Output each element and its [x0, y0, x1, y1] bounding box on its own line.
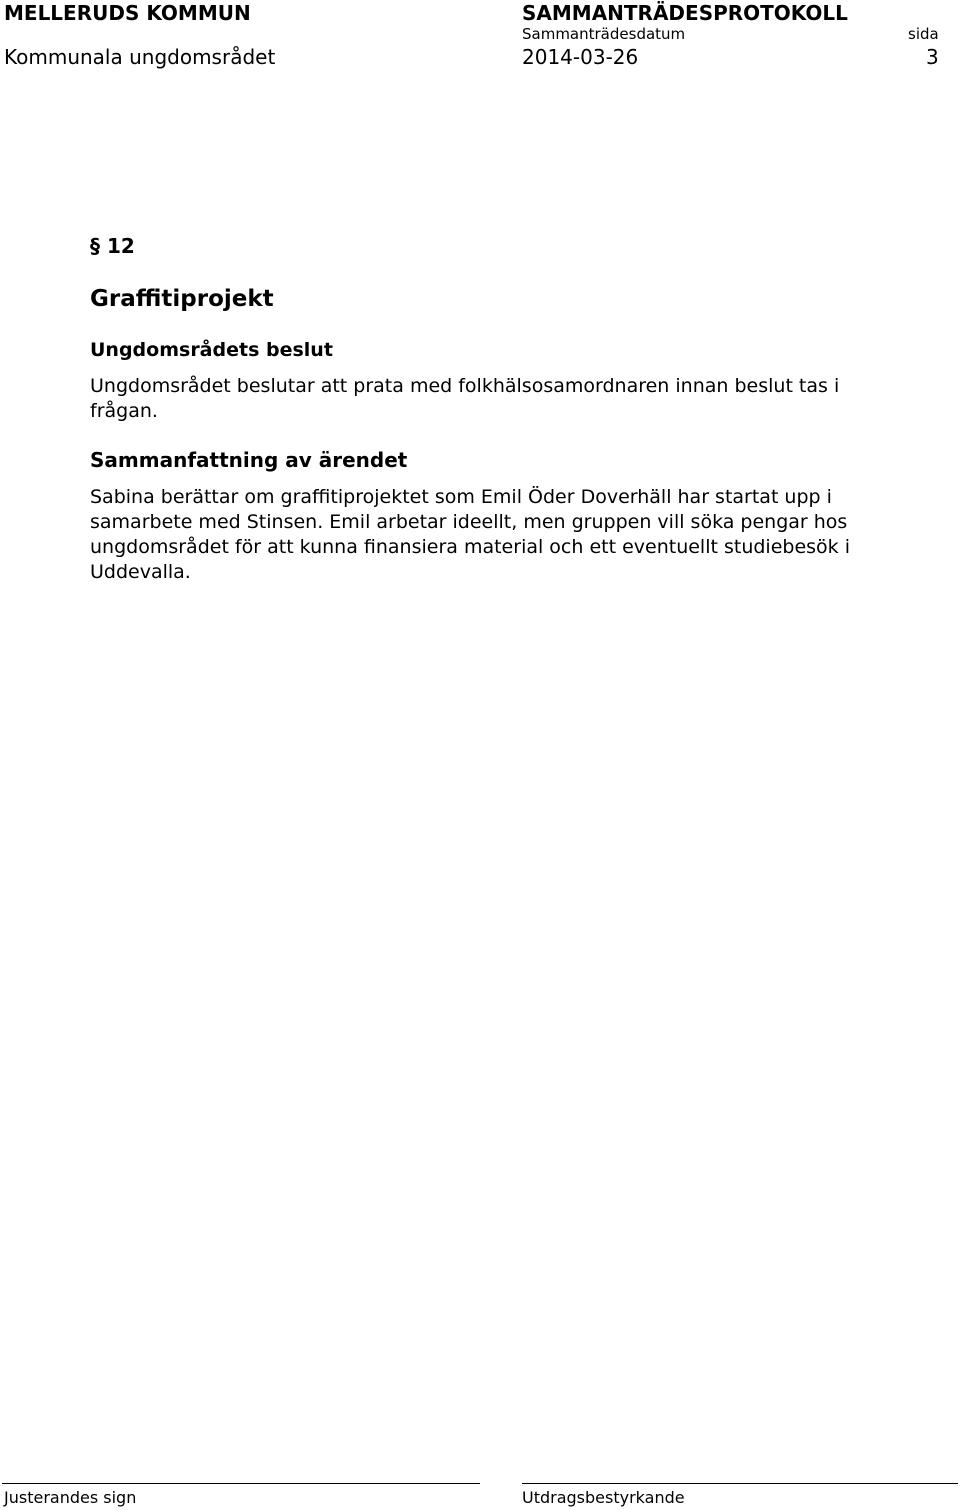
footer-divider-left [2, 1483, 480, 1484]
section-title: Graffitiprojekt [90, 286, 274, 312]
decision-heading: Ungdomsrådets beslut [90, 339, 333, 361]
adjuster-signature-label: Justerandes sign [4, 1488, 137, 1507]
decision-text: Ungdomsrådet beslutar att prata med folkhälsosamordnaren innan beslut tas i frågan. [90, 375, 840, 422]
section-number: § 12 [90, 234, 135, 258]
meeting-date-label: Sammanträdesdatum [522, 25, 686, 43]
committee-name: Kommunala ungdomsrådet [4, 45, 276, 69]
footer-divider-right [522, 1483, 958, 1484]
meeting-date: 2014-03-26 [522, 45, 639, 69]
extract-certification-label: Utdragsbestyrkande [522, 1488, 685, 1507]
summary-heading: Sammanfattning av ärendet [90, 448, 408, 472]
page-number: 3 [926, 45, 939, 69]
document-type: SAMMANTRÄDESPROTOKOLL [522, 1, 848, 25]
page-label: sida [908, 25, 939, 43]
organization-name: MELLERUDS KOMMUN [4, 1, 251, 25]
summary-text: Sabina berättar om graffitiprojektet som Emil Öder Doverhäll har startat upp i samarbete med Stinsen. Emil arbetar ideellt, men gruppen vill söka pengar hos ungdomsrådet för att kunna finansiera material och ett eventuellt studiebesök i Uddevalla. [90, 486, 850, 583]
